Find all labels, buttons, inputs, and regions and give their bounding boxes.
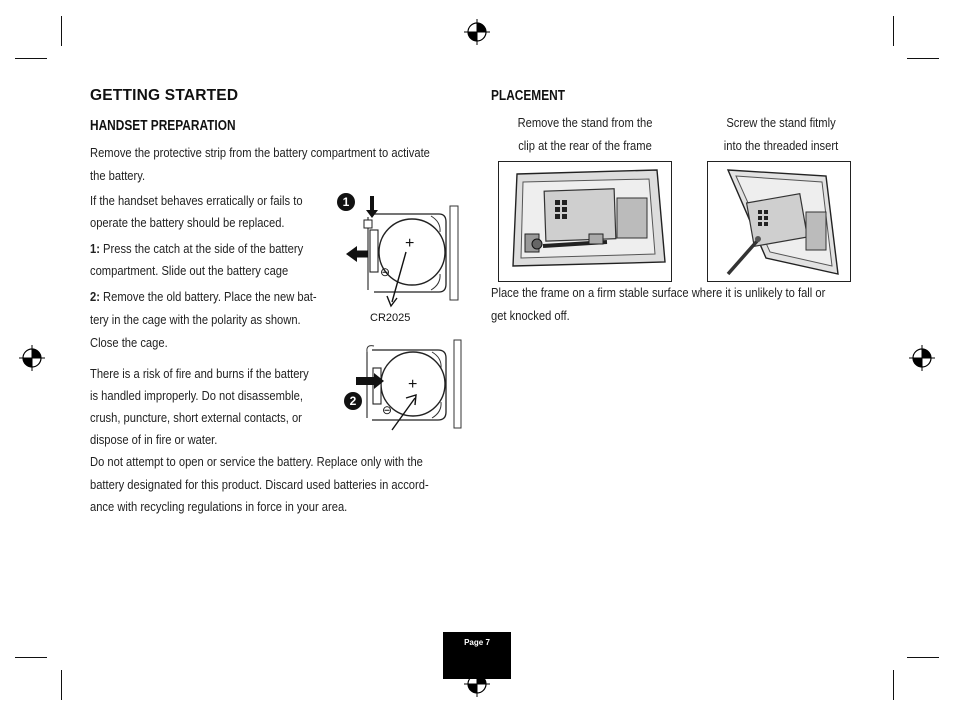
step-badge-1: 1 <box>342 195 350 209</box>
step2-text: Remove the old battery. Place the new bat- <box>103 289 317 304</box>
battery-figure-2 <box>340 332 466 436</box>
crop-mark <box>61 670 62 700</box>
step1-text: Press the catch at the side of the battery <box>103 241 304 256</box>
step2-line <box>90 285 317 308</box>
registration-mark-icon <box>18 344 46 372</box>
crop-mark <box>15 657 47 658</box>
risk-line: is handled improperly. Do not disassemble, <box>90 388 303 403</box>
battery-cage-diagram <box>336 192 466 327</box>
crop-mark <box>907 58 939 59</box>
crop-mark <box>15 58 47 59</box>
crop-mark <box>907 657 939 658</box>
caption-left <box>492 111 678 157</box>
service-line: battery designated for this product. Discard used batteries in accord- <box>90 477 429 492</box>
step2-line: tery in the cage with the polarity as shown. <box>90 312 301 327</box>
step1-number: 1: <box>90 241 100 256</box>
registration-mark-icon <box>463 18 491 46</box>
service-line: ance with recycling regulations in force in your area. <box>90 499 348 514</box>
step2-number: 2: <box>90 289 100 304</box>
plus-sign: + <box>405 235 415 252</box>
photo-frame-rear <box>498 161 672 282</box>
placement-line: get knocked off. <box>491 308 570 323</box>
intro-line: Remove the protective strip from the battery compartment to activate <box>90 145 430 160</box>
crop-mark <box>893 16 894 46</box>
minus-sign: ⊖ <box>382 403 393 417</box>
page-number: Page 7 <box>464 638 490 647</box>
battery-cage-diagram <box>340 332 466 436</box>
step1-line: compartment. Slide out the battery cage <box>90 263 289 278</box>
erratic-line: If the handset behaves erratically or fails to <box>90 193 303 208</box>
intro-line: the battery. <box>90 168 146 183</box>
battery-model-label: CR2025 <box>370 312 411 324</box>
risk-line: crush, puncture, short external contacts, or <box>90 410 302 425</box>
caption-line: clip at the rear of the frame <box>518 138 652 153</box>
page-number-tab <box>443 632 511 679</box>
caption-line: Remove the stand from the <box>517 115 653 130</box>
risk-line: dispose of in fire or water. <box>90 432 218 447</box>
step1-line <box>90 237 303 260</box>
frame-rear-illustration <box>499 162 671 281</box>
photo-frame-stand <box>707 161 851 282</box>
section-title-getting-started: GETTING STARTED <box>90 87 239 104</box>
step-badge-2: 2 <box>349 394 357 408</box>
section-title-placement: PLACEMENT <box>491 88 565 104</box>
registration-mark-icon <box>908 344 936 372</box>
caption-line: into the threaded insert <box>723 138 839 153</box>
erratic-line: operate the battery should be replaced. <box>90 215 285 230</box>
battery-figure-1 <box>336 192 466 327</box>
service-line: Do not attempt to open or service the battery. Replace only with the <box>90 454 423 469</box>
caption-line: Screw the stand fitmly <box>726 115 836 130</box>
caption-right <box>690 111 872 157</box>
plus-sign: + <box>408 376 418 393</box>
frame-stand-illustration <box>708 162 850 281</box>
step2-line: Close the cage. <box>90 335 168 350</box>
placement-line: Place the frame on a firm stable surface where it is unlikely to fall or <box>491 285 826 300</box>
subsection-title-handset-preparation: HANDSET PREPARATION <box>90 118 236 134</box>
crop-mark <box>61 16 62 46</box>
risk-line: There is a risk of fire and burns if the battery <box>90 366 309 381</box>
crop-mark <box>893 670 894 700</box>
minus-sign: ⊖ <box>380 265 391 279</box>
